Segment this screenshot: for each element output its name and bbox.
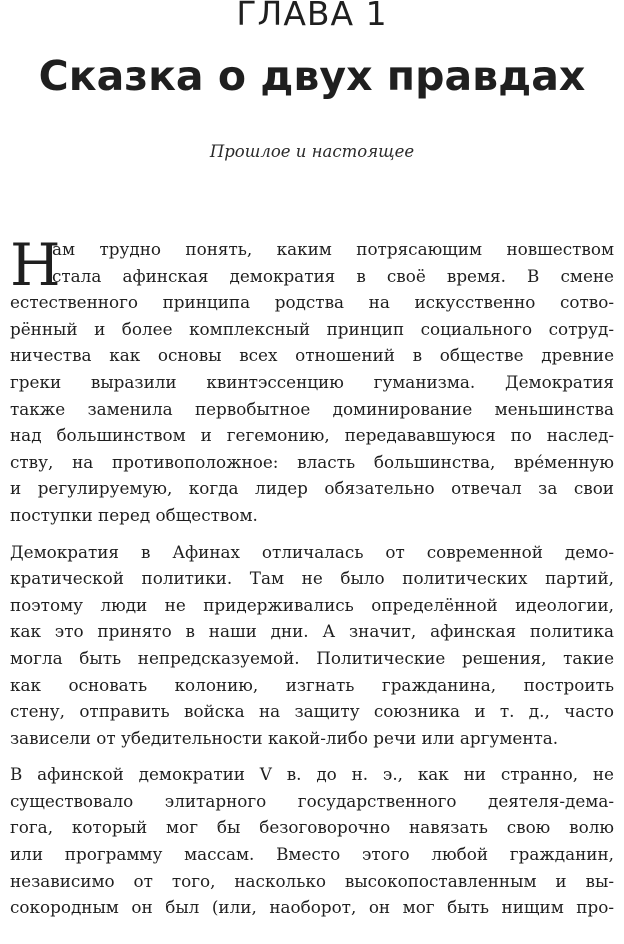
text-line: сокородным он был (или, наоборот, он мог быть нищим про- xyxy=(10,897,614,918)
text-line: как это принято в наши дни. А значит, афинская политика xyxy=(10,621,614,642)
paragraph-3 xyxy=(10,761,614,921)
chapter-label: ГЛАВА 1 xyxy=(236,0,388,33)
text-line: существовало элитарного государственного деятеля-дема- xyxy=(10,790,614,811)
text-line: кратической политики. Там не было политических партий, xyxy=(10,568,614,589)
text-line: поступки перед обществом. xyxy=(10,504,258,525)
text-line: поэтому люди не придерживались определённой идеологии, xyxy=(10,594,614,615)
text-line: как основать колонию, изгнать гражданина, построить xyxy=(10,674,614,695)
text-line: и регулируемую, когда лидер обязательно отвечал за свои xyxy=(10,478,614,499)
text-line: стала афинская демократия в своё время. В смене xyxy=(52,265,614,286)
text-line: ничества как основы всех отношений в обществе древние xyxy=(10,345,614,366)
text-line: ству, на противоположное: власть большинства, вре́менную xyxy=(10,451,614,472)
body-text xyxy=(10,231,614,921)
text-line: Демократия в Афинах отличалась от современной демо- xyxy=(10,541,614,562)
text-line: рённый и более комплексный принцип социального сотруд- xyxy=(10,318,614,339)
paragraph-1 xyxy=(10,231,614,529)
text-line: над большинством и гегемонию, передававшуюся по наслед- xyxy=(10,425,614,446)
chapter-title: Сказка о двух правдах xyxy=(38,52,586,100)
text-line: естественного принципа родства на искусственно сотво- xyxy=(10,292,614,313)
text-line: стену, отправить войска на защиту союзника и т. д., часто xyxy=(10,701,614,722)
text-line: также заменила первобытное доминирование меньшинства xyxy=(10,398,614,419)
text-line: или программу массам. Вместо этого любой гражданин, xyxy=(10,844,614,865)
text-line: гога, который мог бы безоговорочно навязать свою волю xyxy=(10,817,614,838)
text-line: независимо от того, насколько высокопоставленным и вы- xyxy=(10,870,614,891)
text-line: ам трудно понять, каким потрясающим новшеством xyxy=(52,239,614,259)
paragraph-2 xyxy=(10,539,614,752)
text-line: В афинской демократии V в. до н. э., как ни странно, не xyxy=(10,764,614,785)
drop-cap: Н xyxy=(10,231,61,299)
text-line: греки выразили квинтэссенцию гуманизма. Демократия xyxy=(10,371,614,392)
chapter-subtitle: Прошлое и настоящее xyxy=(209,142,415,161)
text-line: могла быть непредсказуемой. Политические решения, такие xyxy=(10,647,614,668)
text-line: зависели от убедительности какой-либо речи или аргумента. xyxy=(10,727,559,748)
